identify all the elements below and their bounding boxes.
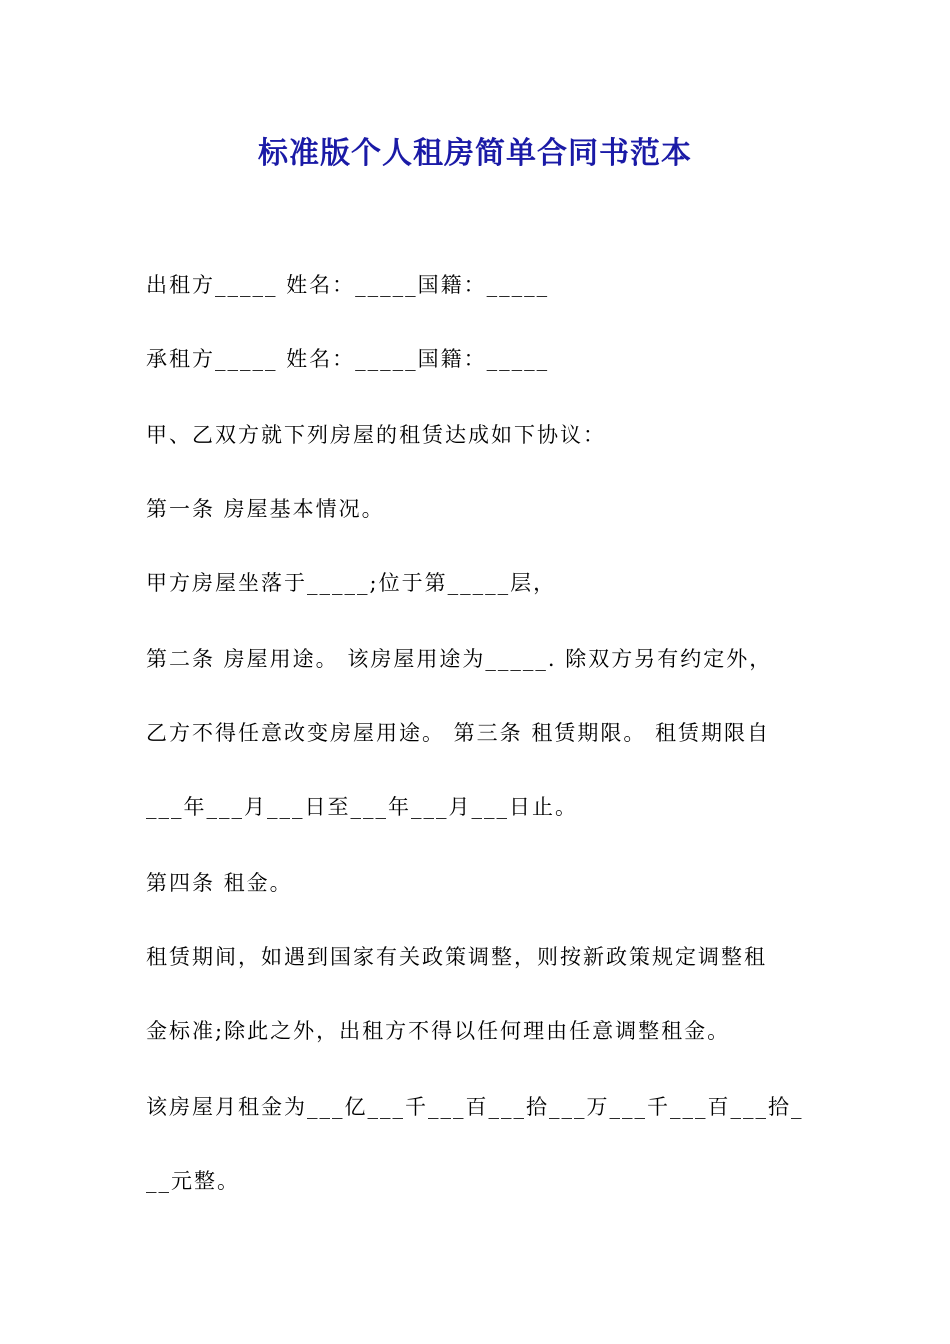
lessor-line: 出租方_____ 姓名：_____国籍：_____: [146, 273, 550, 297]
lease-term-dates: ___年___月___日至___年___月___日止。: [146, 795, 578, 819]
article-1-heading: 第一条 房屋基本情况。: [146, 497, 385, 521]
article-2-line-2: 乙方不得任意改变房屋用途。 第三条 租赁期限。 租赁期限自: [146, 721, 771, 745]
property-location: 甲方房屋坐落于_____;位于第_____层，: [146, 571, 557, 595]
monthly-rent-line-2: __元整。: [146, 1169, 240, 1193]
lessee-line: 承租方_____ 姓名：_____国籍：_____: [146, 347, 550, 371]
monthly-rent-line-1: 该房屋月租金为___亿___千___百___拾___万___千___百___拾_: [146, 1095, 804, 1119]
article-2-line-1: 第二条 房屋用途。 该房屋用途为_____. 除双方另有约定外，: [146, 647, 773, 671]
document-title: 标准版个人租房简单合同书范本: [258, 136, 692, 171]
rent-policy-line-1: 租赁期间，如遇到国家有关政策调整，则按新政策规定调整租: [146, 945, 767, 969]
rent-policy-line-2: 金标准;除此之外，出租方不得以任何理由任意调整租金。: [146, 1019, 731, 1043]
article-4-heading: 第四条 租金。: [146, 871, 293, 895]
agreement-intro: 甲、乙双方就下列房屋的租赁达成如下协议：: [146, 423, 606, 447]
